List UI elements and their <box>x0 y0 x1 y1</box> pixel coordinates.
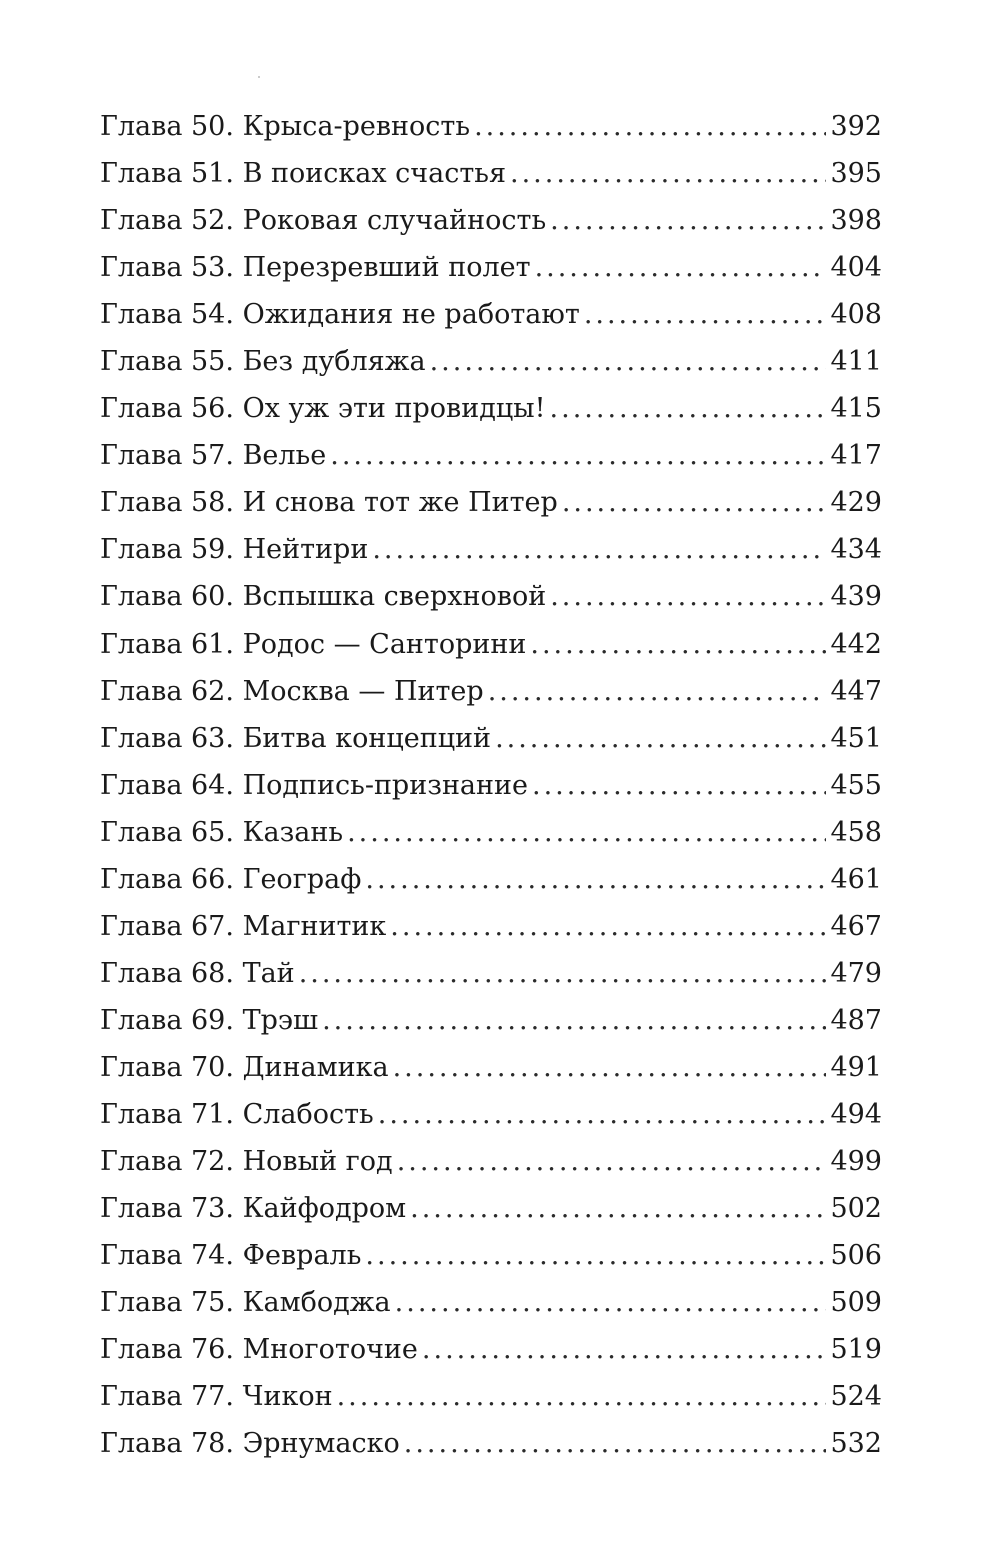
dot-leader <box>390 903 826 950</box>
toc-entry <box>100 1279 882 1326</box>
dot-leader <box>562 479 827 526</box>
dot-leader <box>393 1044 827 1091</box>
toc-chapter-title: Ожидания не работают <box>242 299 580 331</box>
toc-chapter-number: Глава 52. <box>100 205 234 237</box>
toc-entry <box>100 338 882 385</box>
toc-entry-label <box>100 950 295 997</box>
toc-chapter-number: Глава 77. <box>100 1381 234 1413</box>
toc-page-number: 461 <box>830 863 882 895</box>
toc-chapter-number: Глава 58. <box>100 487 234 519</box>
toc-entry-label <box>100 903 386 950</box>
toc-entry-label <box>100 1091 374 1138</box>
toc-chapter-title: Географ <box>242 863 362 895</box>
toc-entry <box>100 762 882 809</box>
toc-entry-label <box>100 668 484 715</box>
toc-chapter-number: Глава 59. <box>100 534 234 566</box>
paper-speck <box>258 76 260 78</box>
toc-page-number: 487 <box>830 1004 882 1036</box>
toc-entry-label <box>100 1279 391 1326</box>
toc-entry-label <box>100 856 361 903</box>
toc-page-number: 429 <box>830 487 882 519</box>
dot-leader <box>395 1279 827 1326</box>
toc-chapter-number: Глава 71. <box>100 1098 234 1130</box>
toc-chapter-number: Глава 50. <box>100 111 234 142</box>
toc-entry <box>100 432 882 479</box>
toc-page-number: 451 <box>830 722 882 754</box>
toc-page-number: 467 <box>830 910 882 942</box>
toc-chapter-title: Новый год <box>242 1146 393 1178</box>
toc-entry-label <box>100 479 558 526</box>
toc-page-number: 447 <box>830 675 882 707</box>
toc-chapter-number: Глава 64. <box>100 769 234 801</box>
toc-entry-label <box>100 809 343 856</box>
toc-chapter-title: Битва концепций <box>242 722 492 754</box>
toc-chapter-title: В поисках счастья <box>242 158 507 190</box>
toc-page-number: 458 <box>830 816 882 848</box>
toc-page-number: 415 <box>830 393 882 425</box>
toc-entry <box>100 1232 882 1279</box>
toc-chapter-number: Глава 78. <box>100 1428 234 1460</box>
toc-entry <box>100 1373 882 1420</box>
toc-chapter-title: Чикон <box>242 1381 333 1413</box>
toc-entry <box>100 1326 882 1373</box>
toc-chapter-title: Москва — Питер <box>242 675 484 707</box>
toc-entry-label <box>100 1232 361 1279</box>
toc-page-number: 532 <box>830 1428 882 1460</box>
toc-entry-label <box>100 621 526 668</box>
toc-chapter-title: Перезревший полет <box>242 252 531 284</box>
toc-chapter-number: Глава 76. <box>100 1334 234 1366</box>
toc-entry <box>100 1420 882 1467</box>
dot-leader <box>584 291 827 338</box>
toc-page-number: 494 <box>830 1098 882 1130</box>
toc-entry-label <box>100 1044 389 1091</box>
dot-leader <box>372 526 826 573</box>
toc-chapter-title: Трэш <box>242 1004 319 1036</box>
toc-page-number: 502 <box>830 1193 882 1225</box>
dot-leader <box>430 338 827 385</box>
toc-chapter-title: Слабость <box>242 1098 374 1130</box>
dot-leader <box>532 762 826 809</box>
toc-chapter-number: Глава 65. <box>100 816 234 848</box>
dot-leader <box>550 197 826 244</box>
dot-leader <box>550 385 827 432</box>
toc-chapter-number: Глава 56. <box>100 393 234 425</box>
toc-chapter-number: Глава 69. <box>100 1004 234 1036</box>
toc-chapter-title: Велье <box>242 440 327 472</box>
toc-entry-label <box>100 103 470 150</box>
toc-page-number: 455 <box>830 769 882 801</box>
toc-entry <box>100 244 882 291</box>
toc-entry <box>100 479 882 526</box>
toc-page-number: 519 <box>830 1334 882 1366</box>
toc-page-number: 417 <box>830 440 882 472</box>
toc-entry <box>100 103 882 150</box>
toc-chapter-number: Глава 61. <box>100 628 234 660</box>
dot-leader <box>495 715 826 762</box>
toc-chapter-title: Родос — Санторини <box>242 628 527 660</box>
table-of-contents <box>100 103 882 1467</box>
toc-page-number: 404 <box>830 252 882 284</box>
toc-entry-label <box>100 997 318 1044</box>
dot-leader <box>550 573 826 620</box>
toc-entry <box>100 809 882 856</box>
toc-entry-label <box>100 244 531 291</box>
toc-entry <box>100 950 882 997</box>
toc-chapter-title: Динамика <box>242 1051 389 1083</box>
toc-page-number: 442 <box>830 628 882 660</box>
toc-chapter-number: Глава 75. <box>100 1287 234 1319</box>
toc-page-number: 499 <box>830 1146 882 1178</box>
toc-entry <box>100 526 882 573</box>
toc-entry <box>100 1044 882 1091</box>
toc-entry-label <box>100 526 368 573</box>
toc-chapter-number: Глава 72. <box>100 1146 234 1178</box>
dot-leader <box>365 1232 826 1279</box>
toc-chapter-title: Подпись-признание <box>242 769 529 801</box>
toc-chapter-title: И снова тот же Питер <box>242 487 558 519</box>
toc-chapter-title: Камбоджа <box>242 1287 391 1319</box>
toc-chapter-number: Глава 54. <box>100 299 234 331</box>
toc-chapter-number: Глава 62. <box>100 675 234 707</box>
toc-entry <box>100 903 882 950</box>
toc-entry-label <box>100 432 326 479</box>
dot-leader <box>535 244 827 291</box>
toc-chapter-number: Глава 67. <box>100 910 234 942</box>
toc-entry <box>100 573 882 620</box>
toc-page-number: 439 <box>830 581 882 613</box>
toc-page-number: 395 <box>830 158 882 190</box>
dot-leader <box>322 997 826 1044</box>
toc-page-number: 506 <box>830 1240 882 1272</box>
toc-entry-label <box>100 1420 400 1467</box>
toc-chapter-number: Глава 57. <box>100 440 234 472</box>
dot-leader <box>488 668 827 715</box>
toc-entry-label <box>100 197 546 244</box>
toc-page-number: 434 <box>830 534 882 566</box>
toc-chapter-number: Глава 60. <box>100 581 234 613</box>
toc-chapter-title: Ох уж эти провидцы! <box>242 393 546 425</box>
toc-chapter-title: Вспышка сверхновой <box>242 581 547 613</box>
dot-leader <box>410 1185 826 1232</box>
toc-chapter-title: Нейтири <box>242 534 369 566</box>
toc-entry-label <box>100 715 491 762</box>
toc-chapter-title: Без дубляжа <box>242 346 426 378</box>
dot-leader <box>404 1420 827 1467</box>
toc-chapter-title: Тай <box>242 957 295 989</box>
toc-page-number: 491 <box>830 1051 882 1083</box>
dot-leader <box>337 1373 827 1420</box>
toc-chapter-title: Казань <box>242 816 344 848</box>
toc-chapter-title: Эрнумаско <box>242 1428 400 1460</box>
dot-leader <box>474 103 826 150</box>
toc-entry <box>100 997 882 1044</box>
dot-leader <box>330 432 826 479</box>
toc-entry <box>100 1138 882 1185</box>
dot-leader <box>397 1138 827 1185</box>
toc-entry <box>100 385 882 432</box>
toc-chapter-number: Глава 66. <box>100 863 234 895</box>
toc-entry-label <box>100 385 546 432</box>
toc-page-number: 524 <box>830 1381 882 1413</box>
toc-entry <box>100 1185 882 1232</box>
toc-entry <box>100 856 882 903</box>
toc-chapter-number: Глава 55. <box>100 346 234 378</box>
dot-leader <box>510 150 826 197</box>
toc-entry <box>100 150 882 197</box>
toc-chapter-number: Глава 53. <box>100 252 234 284</box>
toc-page-number: 398 <box>830 205 882 237</box>
dot-leader <box>299 950 827 997</box>
toc-entry <box>100 621 882 668</box>
toc-chapter-title: Крыса-ревность <box>242 111 471 142</box>
dot-leader <box>378 1091 827 1138</box>
toc-entry <box>100 291 882 338</box>
toc-entry <box>100 668 882 715</box>
toc-chapter-number: Глава 70. <box>100 1051 234 1083</box>
toc-entry-label <box>100 1326 418 1373</box>
toc-entry <box>100 715 882 762</box>
toc-entry-label <box>100 291 580 338</box>
toc-chapter-number: Глава 63. <box>100 722 234 754</box>
toc-chapter-number: Глава 74. <box>100 1240 234 1272</box>
toc-chapter-title: Роковая случайность <box>242 205 547 237</box>
toc-entry-label <box>100 338 426 385</box>
dot-leader <box>422 1326 827 1373</box>
toc-entry-label <box>100 762 528 809</box>
toc-chapter-title: Многоточие <box>242 1334 418 1366</box>
toc-entry-label <box>100 573 546 620</box>
toc-page-number: 509 <box>830 1287 882 1319</box>
toc-entry <box>100 197 882 244</box>
toc-page-number: 479 <box>830 957 882 989</box>
toc-chapter-title: Магнитик <box>242 910 387 942</box>
dot-leader <box>530 621 826 668</box>
toc-entry-label <box>100 1373 333 1420</box>
toc-entry-label <box>100 1138 393 1185</box>
toc-entry <box>100 1091 882 1138</box>
dot-leader <box>365 856 826 903</box>
dot-leader <box>347 809 826 856</box>
toc-entry-label <box>100 150 506 197</box>
toc-page-number: 408 <box>830 299 882 331</box>
toc-chapter-title: Февраль <box>242 1240 362 1272</box>
toc-entry-label <box>100 1185 406 1232</box>
toc-chapter-title: Кайфодром <box>242 1193 407 1225</box>
toc-page-number: 392 <box>830 111 882 142</box>
toc-page-number: 411 <box>830 346 882 378</box>
toc-chapter-number: Глава 68. <box>100 957 234 989</box>
toc-chapter-number: Глава 73. <box>100 1193 234 1225</box>
toc-chapter-number: Глава 51. <box>100 158 234 190</box>
